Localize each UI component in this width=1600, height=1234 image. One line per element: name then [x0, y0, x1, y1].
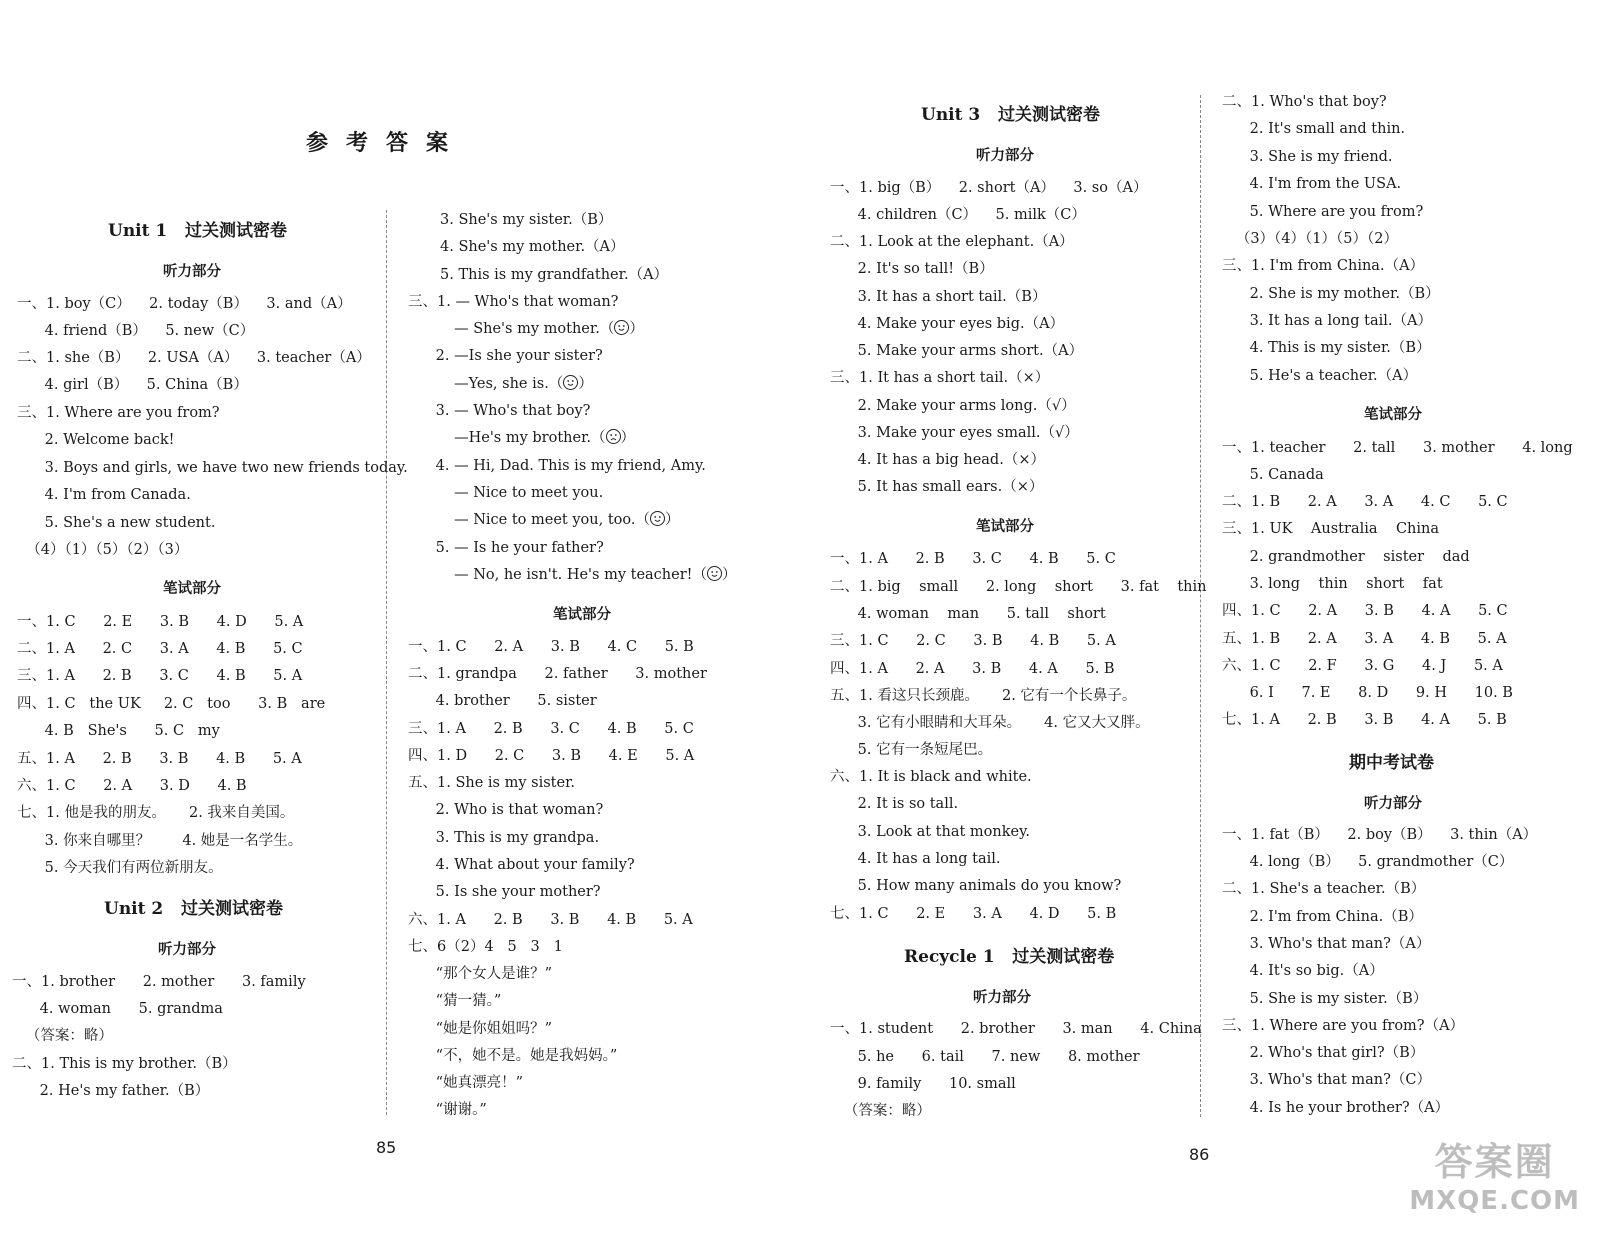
answer-line: — Nice to meet you. — [408, 485, 604, 501]
answer-line: 2. Make your arms long.（√） — [830, 398, 1076, 414]
listening-heading: 听力部分 — [976, 147, 1034, 164]
answer-line: 一、1. student 2. brother 3. man 4. China — [830, 1021, 1202, 1037]
dialogue-text: — No, he isn't. He's my teacher!（ — [408, 567, 707, 583]
answer-line: 4. It has a big head.（×） — [830, 452, 1045, 468]
answer-line: 5. He's a teacher.（A） — [1222, 368, 1418, 384]
answer-line: 三、1. It has a short tail.（×） — [830, 370, 1050, 386]
midterm-heading: 期中考试卷 — [1349, 753, 1434, 773]
answer-line: “谢谢。” — [408, 1102, 487, 1118]
answer-line: 4. It has a long tail. — [830, 851, 1001, 867]
answer-line: 五、1. A 2. B 3. B 4. B 5. A — [17, 751, 302, 767]
answer-line: “不，她不是。她是我妈妈。” — [408, 1048, 618, 1064]
answer-line: 三、1. Where are you from?（A） — [1222, 1018, 1465, 1034]
unit-1-heading: Unit 1 过关测试密卷 — [108, 221, 287, 241]
answer-line: 4. girl（B） 5. China（B） — [17, 377, 248, 393]
writing-heading: 笔试部分 — [1364, 406, 1422, 423]
answer-line: 3. 它有小眼睛和大耳朵。 4. 它又大又胖。 — [830, 715, 1150, 731]
answer-line: 2. Who's that girl?（B） — [1222, 1045, 1425, 1061]
smiley-face-icon — [563, 375, 578, 390]
answer-line: 5. — Is he your father? — [408, 540, 604, 556]
answer-line: 5. 它有一条短尾巴。 — [830, 742, 993, 758]
answer-line: 二、1. Look at the elephant.（A） — [830, 234, 1074, 250]
answer-line: 4. This is my sister.（B） — [1222, 340, 1431, 356]
answer-line: 七、1. A 2. B 3. B 4. A 5. B — [1222, 712, 1507, 728]
smiley-face-icon — [707, 566, 722, 581]
answer-line: 三、1. C 2. C 3. B 4. B 5. A — [830, 633, 1116, 649]
answer-line: 5. Where are you from? — [1222, 204, 1424, 220]
answer-line: 六、1. C 2. F 3. G 4. J 5. A — [1222, 658, 1503, 674]
answer-line: 六、1. It is black and white. — [830, 769, 1032, 785]
answer-line: 5. Canada — [1222, 467, 1324, 483]
answer-line: （答案：略） — [830, 1103, 931, 1119]
answer-line: 一、1. boy（C） 2. today（B） 3. and（A） — [17, 296, 352, 312]
answer-line: 3. Look at that monkey. — [830, 824, 1030, 840]
answer-line: 2. It's small and thin. — [1222, 121, 1406, 137]
answer-line: 四、1. D 2. C 3. B 4. E 5. A — [408, 748, 695, 764]
answer-line: 4. Make your eyes big.（A） — [830, 316, 1065, 332]
smiley-face-icon — [650, 511, 665, 526]
unit-2-heading: Unit 2 过关测试密卷 — [104, 899, 283, 919]
answer-line: 4. woman 5. grandma — [12, 1001, 223, 1017]
answer-line: 三、1. A 2. B 3. C 4. B 5. A — [17, 668, 303, 684]
answer-line: —He's my brother.（ ） — [408, 430, 636, 446]
answer-line: 一、1. teacher 2. tall 3. mother 4. long — [1222, 440, 1573, 456]
answer-line: 5. Make your arms short.（A） — [830, 343, 1084, 359]
answer-line: 5. She is my sister.（B） — [1222, 991, 1428, 1007]
watermark — [1409, 1131, 1580, 1216]
answer-line: 一、1. A 2. B 3. C 4. B 5. C — [830, 551, 1116, 567]
answer-line: 4. B She's 5. C my — [17, 723, 220, 739]
answer-line: 4. Is he your brother?（A） — [1222, 1100, 1450, 1116]
answer-line: 2. grandmother sister dad — [1222, 549, 1470, 565]
answer-line: 4. brother 5. sister — [408, 693, 597, 709]
page-number: 86 — [1189, 1145, 1210, 1164]
answer-line: 四、1. C the UK 2. C too 3. B are — [17, 696, 326, 712]
listening-heading: 听力部分 — [163, 263, 221, 280]
answer-line: 5. It has small ears.（×） — [830, 479, 1044, 495]
recycle-1-heading: Recycle 1 过关测试密卷 — [904, 947, 1115, 967]
answer-line: 4. It's so big.（A） — [1222, 963, 1384, 979]
dialogue-text: —He's my brother.（ — [408, 430, 606, 446]
answer-line: 5. Is she your mother? — [408, 884, 601, 900]
answer-line: 4. — Hi, Dad. This is my friend, Amy. — [408, 458, 706, 474]
answer-line: 一、1. fat（B） 2. boy（B） 3. thin（A） — [1222, 827, 1538, 843]
answer-line: “她是你姐姐吗？” — [408, 1021, 552, 1037]
answer-line: 4. I'm from the USA. — [1222, 176, 1402, 192]
listening-heading: 听力部分 — [973, 989, 1031, 1006]
unit-3-heading: Unit 3 过关测试密卷 — [921, 105, 1100, 125]
answer-line: 3. Make your eyes small.（√） — [830, 425, 1079, 441]
answer-line: 5. 今天我们有两位新朋友。 — [17, 860, 223, 876]
answer-line: 一、1. C 2. A 3. B 4. C 5. B — [408, 639, 694, 655]
watermark-url: MXQE.COM — [1409, 1186, 1580, 1216]
answer-line: 3. Boys and girls, we have two new friends today. — [17, 460, 408, 476]
answer-line: 3. Who's that man?（A） — [1222, 936, 1431, 952]
answer-line: — No, he isn't. He's my teacher!（ ） — [408, 567, 737, 583]
answer-line: 五、1. 看这只长颈鹿。 2. 它有一个长鼻子。 — [830, 688, 1137, 704]
writing-heading: 笔试部分 — [163, 580, 221, 597]
answer-line: 3. She's my sister.（B） — [440, 212, 613, 228]
answer-line: 二、1. Who's that boy? — [1222, 94, 1387, 110]
answer-line: 4. She's my mother.（A） — [440, 239, 625, 255]
answer-line: 五、1. B 2. A 3. A 4. B 5. A — [1222, 631, 1507, 647]
answer-line: 4. What about your family? — [408, 857, 635, 873]
answer-line: 2. —Is she your sister? — [408, 348, 603, 364]
smiley-face-icon — [614, 320, 629, 335]
answer-line: （4）（1）（5）（2）（3） — [17, 542, 189, 558]
answer-line: 5. he 6. tail 7. new 8. mother — [830, 1049, 1140, 1065]
answer-line: 一、1. C 2. E 3. B 4. D 5. A — [17, 614, 304, 630]
listening-heading: 听力部分 — [158, 941, 216, 958]
answer-line: （3）（4）（1）（5）（2） — [1222, 231, 1398, 247]
answer-line: 二、1. This is my brother.（B） — [12, 1056, 237, 1072]
answer-line: 3. She is my friend. — [1222, 149, 1393, 165]
page-number: 85 — [376, 1138, 397, 1157]
answer-line: — Nice to meet you, too.（ ） — [408, 512, 680, 528]
answer-line: 二、1. She's a teacher.（B） — [1222, 881, 1426, 897]
answer-line: 5. She's a new student. — [17, 515, 216, 531]
answer-line: “猜一猜。” — [408, 993, 502, 1009]
answer-line: 6. I 7. E 8. D 9. H 10. B — [1222, 685, 1513, 701]
answer-line: 9. family 10. small — [830, 1076, 1016, 1092]
answer-line: 4. friend（B） 5. new（C） — [17, 323, 255, 339]
answer-line: 七、1. 他是我的朋友。 2. 我来自美国。 — [17, 805, 295, 821]
watermark-text: 答案圈 — [1434, 1140, 1555, 1184]
answer-line: 二、1. B 2. A 3. A 4. C 5. C — [1222, 494, 1508, 510]
answer-line: 五、1. She is my sister. — [408, 775, 576, 791]
answer-line: 2. I'm from China.（B） — [1222, 909, 1423, 925]
answer-line: —Yes, she is.（ ） — [408, 376, 593, 392]
answer-line: 一、1. brother 2. mother 3. family — [12, 974, 306, 990]
answer-line: 3. 你来自哪里？ 4. 她是一名学生。 — [17, 833, 303, 849]
answer-line: 2. Who is that woman? — [408, 802, 604, 818]
dialogue-text: —Yes, she is.（ — [408, 376, 564, 392]
answer-line: （答案：略） — [12, 1028, 113, 1044]
answer-line: 2. She is my mother.（B） — [1222, 286, 1440, 302]
answer-line: 2. It is so tall. — [830, 796, 959, 812]
answer-line: 4. long（B） 5. grandmother（C） — [1222, 854, 1514, 870]
answer-line: 2. It's so tall!（B） — [830, 261, 994, 277]
answer-line: 2. He's my father.（B） — [12, 1083, 210, 1099]
answer-line: 二、1. grandpa 2. father 3. mother — [408, 666, 707, 682]
writing-heading: 笔试部分 — [976, 518, 1034, 535]
answer-line: 2. Welcome back! — [17, 432, 175, 448]
answer-line: 3. This is my grandpa. — [408, 830, 600, 846]
answer-line: 七、6（2）4 5 3 1 — [408, 939, 563, 955]
answer-line: 六、1. C 2. A 3. D 4. B — [17, 778, 247, 794]
answer-line: 5. This is my grandfather.（A） — [440, 267, 669, 283]
listening-heading: 听力部分 — [1364, 795, 1422, 812]
answer-line: 3. It has a short tail.（B） — [830, 289, 1047, 305]
writing-heading: 笔试部分 — [553, 606, 611, 623]
column-divider — [1200, 95, 1201, 1117]
page-title: 参考答案 — [306, 130, 467, 156]
answer-line: 三、1. A 2. B 3. C 4. B 5. C — [408, 721, 694, 737]
answer-line: 三、1. I'm from China.（A） — [1222, 258, 1425, 274]
answer-line: 三、1. — Who's that woman? — [408, 294, 619, 310]
answer-line: — She's my mother.（ ） — [408, 321, 644, 337]
answer-line: 3. — Who's that boy? — [408, 403, 591, 419]
answer-line: 三、1. UK Australia China — [1222, 521, 1439, 537]
answer-line: 5. How many animals do you know? — [830, 878, 1122, 894]
column-divider — [386, 210, 387, 1115]
answer-line: 六、1. A 2. B 3. B 4. B 5. A — [408, 912, 693, 928]
answer-line: 3. Who's that man?（C） — [1222, 1072, 1431, 1088]
dialogue-text: — She's my mother.（ — [408, 321, 615, 337]
sad-face-icon — [606, 429, 621, 444]
answer-line: “那个女人是谁？” — [408, 966, 552, 982]
answer-line: 四、1. C 2. A 3. B 4. A 5. C — [1222, 603, 1508, 619]
answer-line: “她真漂亮！” — [408, 1075, 523, 1091]
answer-line: 二、1. she（B） 2. USA（A） 3. teacher（A） — [17, 350, 371, 366]
answer-line: 三、1. Where are you from? — [17, 405, 220, 421]
answer-line: 二、1. A 2. C 3. A 4. B 5. C — [17, 641, 303, 657]
answer-line: 二、1. big small 2. long short 3. fat thin — [830, 579, 1207, 595]
answer-line: 4. woman man 5. tall short — [830, 606, 1106, 622]
answer-line: 四、1. A 2. A 3. B 4. A 5. B — [830, 661, 1115, 677]
answer-line: 一、1. big（B） 2. short（A） 3. so（A） — [830, 180, 1148, 196]
answer-line: 4. I'm from Canada. — [17, 487, 191, 503]
dialogue-text: — Nice to meet you, too.（ — [408, 512, 650, 528]
answer-line: 4. children（C） 5. milk（C） — [830, 207, 1086, 223]
answer-line: 3. long thin short fat — [1222, 576, 1443, 592]
answer-line: 3. It has a long tail.（A） — [1222, 313, 1432, 329]
answer-line: 七、1. C 2. E 3. A 4. D 5. B — [830, 906, 1117, 922]
